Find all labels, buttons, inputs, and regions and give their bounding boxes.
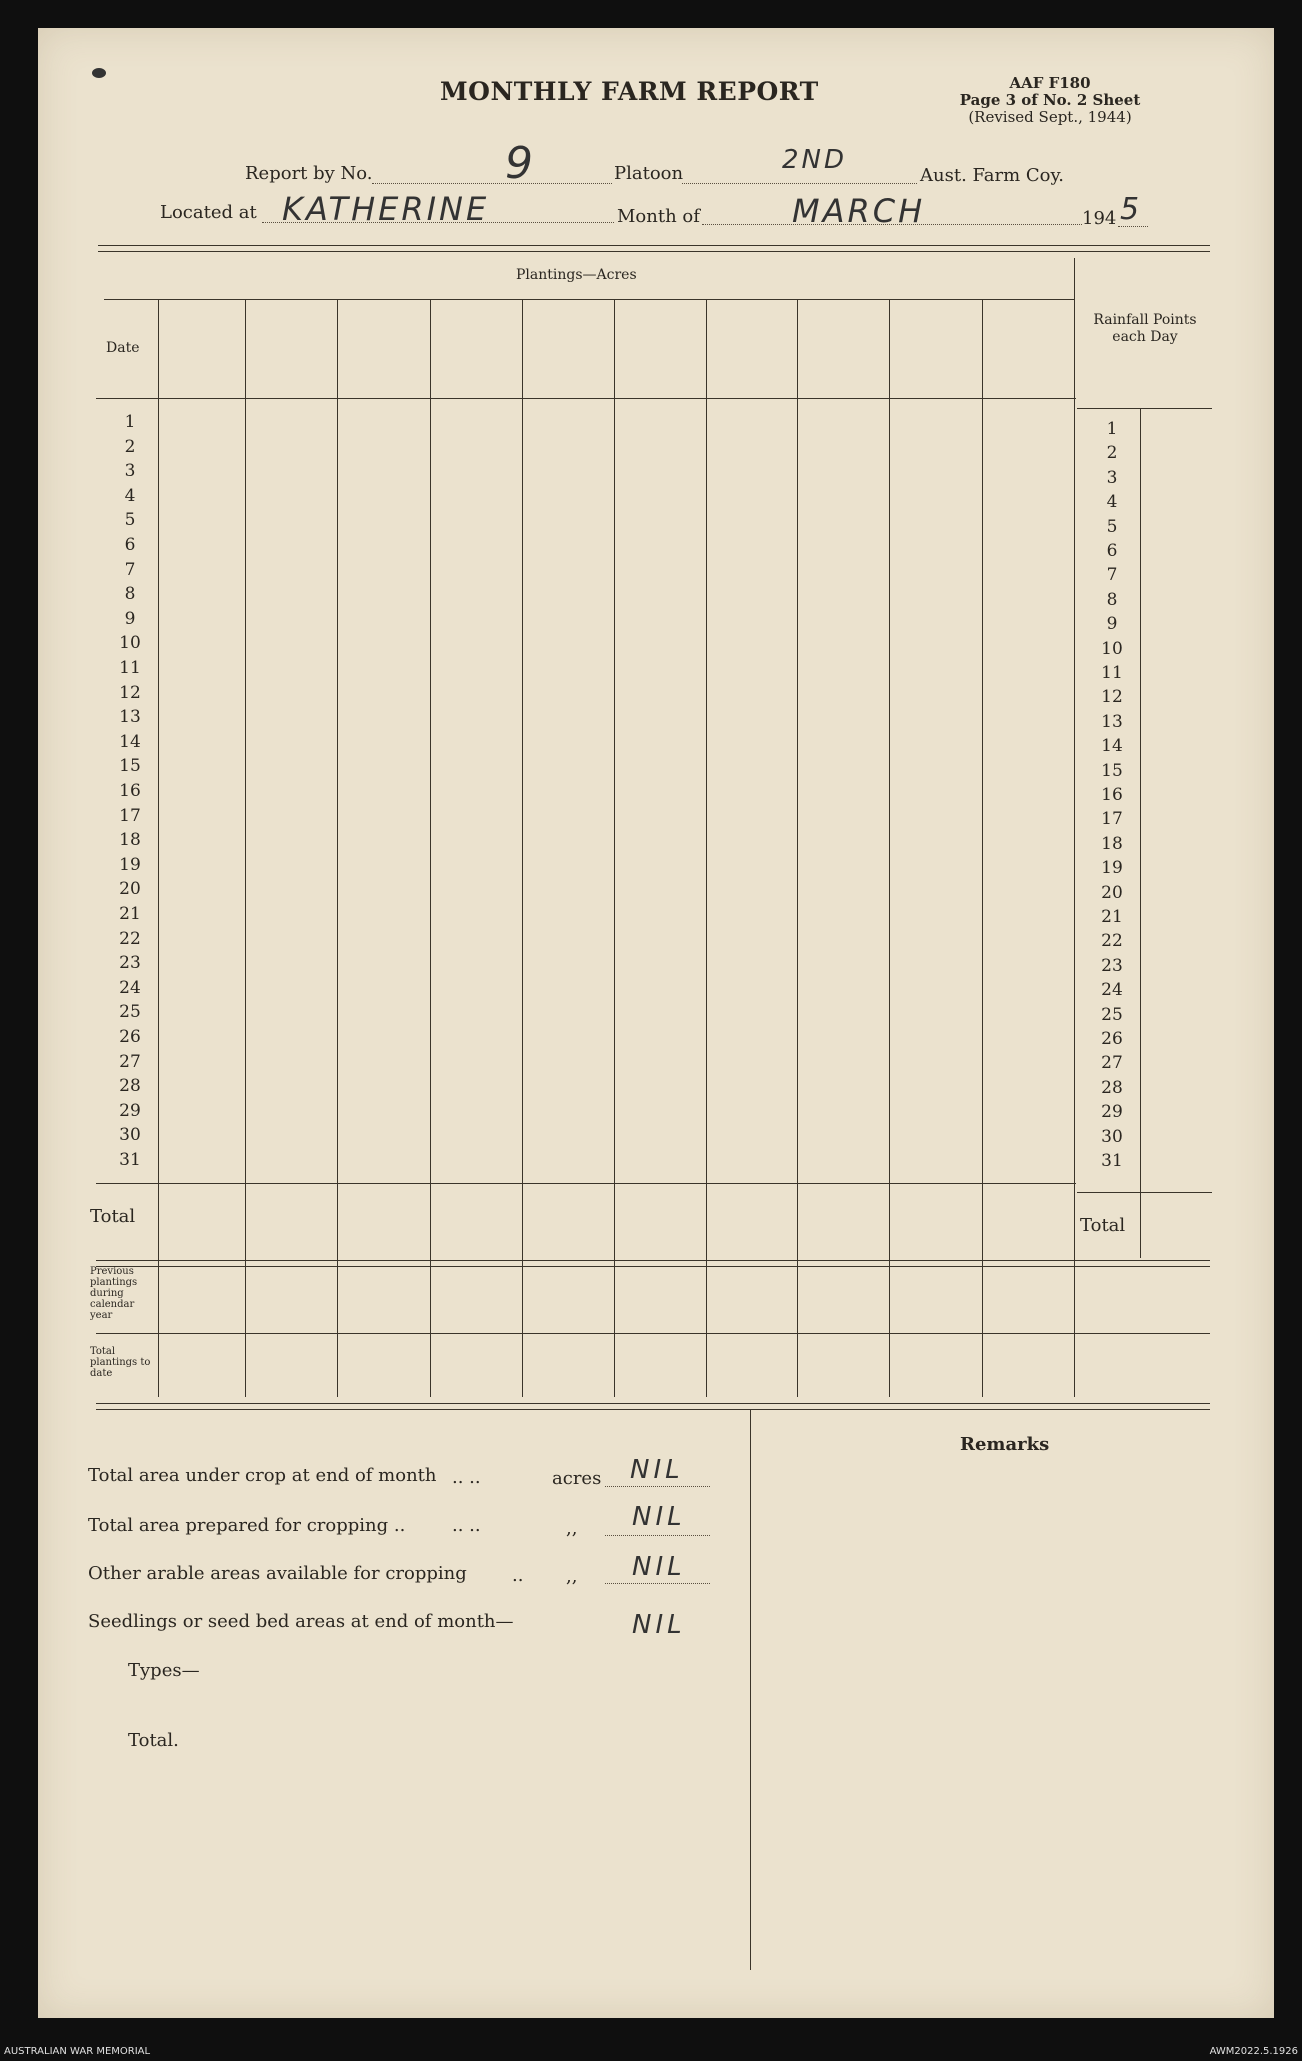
month-label: Month of bbox=[617, 206, 700, 227]
revised-date: (Revised Sept., 1944) bbox=[968, 108, 1132, 126]
punch-hole bbox=[92, 68, 106, 78]
footer-right: AWM2022.5.1926 bbox=[1209, 2046, 1298, 2057]
located-value[interactable]: KATHERINE bbox=[282, 190, 490, 228]
report-by-line bbox=[372, 183, 612, 184]
rain-total-label: Total bbox=[1080, 1215, 1126, 1236]
form-code-block bbox=[920, 75, 1180, 126]
rainfall-row-number: 2 bbox=[1106, 443, 1118, 464]
date-row-number: 30 bbox=[119, 1125, 141, 1146]
located-label: Located at bbox=[160, 202, 257, 223]
date-row-number: 21 bbox=[119, 904, 141, 924]
rainfall-row-number: 1 bbox=[1106, 419, 1118, 439]
date-row-number: 14 bbox=[119, 731, 141, 752]
date-row-number: 4 bbox=[124, 485, 136, 506]
rainfall-header: Rainfall Points each Day bbox=[1093, 312, 1197, 345]
rainfall-row-number: 28 bbox=[1101, 1077, 1123, 1098]
date-row-number: 22 bbox=[119, 928, 141, 949]
date-row-number: 13 bbox=[119, 707, 141, 728]
date-row-number: 18 bbox=[119, 830, 141, 851]
date-row-number: 15 bbox=[119, 756, 141, 777]
footer-bar bbox=[0, 2041, 1302, 2061]
rainfall-row-number: 8 bbox=[1106, 589, 1118, 610]
form-code: AAF F180 bbox=[1009, 74, 1091, 92]
rainfall-row-number: 24 bbox=[1101, 980, 1123, 1001]
arable-value[interactable]: NIL bbox=[632, 1552, 686, 1582]
form-title: MONTHLY FARM REPORT bbox=[440, 77, 819, 106]
plantings-header: Plantings—Acres bbox=[516, 267, 637, 283]
date-row-number: 10 bbox=[119, 633, 141, 654]
date-row-number: 26 bbox=[119, 1027, 141, 1047]
date-row-number: 1 bbox=[124, 412, 136, 432]
month-value[interactable]: MARCH bbox=[792, 192, 926, 230]
types-label: Types— bbox=[128, 1660, 200, 1681]
rainfall-row-number: 4 bbox=[1106, 492, 1118, 513]
date-row-number: 9 bbox=[124, 608, 136, 629]
rainfall-row-number: 18 bbox=[1101, 833, 1123, 854]
date-row-number: 23 bbox=[119, 953, 141, 974]
year-value[interactable]: 5 bbox=[1120, 192, 1143, 227]
prepared-ditto: ,, bbox=[566, 1518, 578, 1539]
rainfall-row-number: 11 bbox=[1101, 663, 1123, 683]
date-row-number: 20 bbox=[119, 879, 141, 900]
rainfall-row-number: 5 bbox=[1106, 516, 1118, 537]
page-info: Page 3 of No. 2 Sheet bbox=[959, 91, 1141, 109]
remarks-area[interactable] bbox=[752, 1452, 1192, 1972]
acres-label: acres bbox=[552, 1468, 602, 1489]
rainfall-row-number: 23 bbox=[1101, 955, 1123, 976]
date-row-number: 5 bbox=[124, 510, 136, 531]
rainfall-row-number: 26 bbox=[1101, 1029, 1123, 1049]
date-row-number: 3 bbox=[124, 461, 136, 482]
date-row-number: 19 bbox=[119, 854, 141, 875]
prepared-value[interactable]: NIL bbox=[632, 1502, 686, 1532]
date-row-number: 28 bbox=[119, 1076, 141, 1097]
rainfall-row-number: 10 bbox=[1101, 638, 1123, 659]
arable-ditto: ,, bbox=[566, 1566, 578, 1587]
rainfall-row-number: 22 bbox=[1101, 931, 1123, 952]
date-header: Date bbox=[106, 340, 140, 356]
rainfall-row-number: 14 bbox=[1101, 736, 1123, 757]
previous-plantings-label: Previous plantings during calendar year bbox=[90, 1266, 138, 1321]
crop-value[interactable]: NIL bbox=[630, 1455, 684, 1485]
rainfall-row-number: 31 bbox=[1101, 1151, 1123, 1171]
date-row-number: 16 bbox=[119, 781, 141, 801]
rainfall-row-number: 17 bbox=[1101, 809, 1123, 830]
date-row-number: 6 bbox=[124, 535, 136, 555]
rainfall-row-number: 6 bbox=[1106, 541, 1118, 561]
date-row-number: 17 bbox=[119, 805, 141, 826]
rainfall-row-number: 13 bbox=[1101, 711, 1123, 732]
seedlings-label: Seedlings or seed bed areas at end of month— bbox=[88, 1611, 514, 1632]
date-row-number: 25 bbox=[119, 1002, 141, 1023]
seedlings-value[interactable]: NIL bbox=[632, 1610, 686, 1640]
date-row-number: 24 bbox=[119, 977, 141, 998]
rainfall-row-number: 20 bbox=[1101, 882, 1123, 903]
remarks-divider bbox=[750, 1410, 751, 1970]
rainfall-row-number: 27 bbox=[1101, 1053, 1123, 1074]
rainfall-row-number: 7 bbox=[1106, 565, 1118, 586]
remarks-label: Remarks bbox=[960, 1434, 1050, 1455]
rainfall-row-number: 9 bbox=[1106, 614, 1118, 635]
footer-left: AUSTRALIAN WAR MEMORIAL bbox=[4, 2046, 151, 2057]
platoon-value[interactable]: 2ND bbox=[782, 145, 848, 175]
report-by-label: Report by No. bbox=[245, 163, 373, 184]
arable-label: Other arable areas available for cropping bbox=[88, 1563, 467, 1584]
rainfall-row-number: 3 bbox=[1106, 467, 1118, 488]
rainfall-row-number: 25 bbox=[1101, 1004, 1123, 1025]
total-label: Total bbox=[90, 1206, 136, 1227]
total-plantings-label: Total plantings to date bbox=[90, 1346, 151, 1379]
rainfall-row-number: 16 bbox=[1101, 785, 1123, 805]
rainfall-row-number: 21 bbox=[1101, 907, 1123, 927]
crop-label: Total area under crop at end of month bbox=[88, 1465, 437, 1486]
crop-dots: .. .. bbox=[452, 1467, 481, 1488]
rainfall-row-number: 30 bbox=[1101, 1126, 1123, 1147]
prepared-dots: .. .. bbox=[452, 1515, 481, 1536]
rainfall-row-number: 29 bbox=[1101, 1102, 1123, 1123]
platoon-label: Platoon bbox=[614, 163, 684, 184]
date-row-number: 2 bbox=[124, 436, 136, 457]
date-row-number: 29 bbox=[119, 1100, 141, 1121]
date-row-number: 8 bbox=[124, 584, 136, 605]
summary-total-label: Total. bbox=[128, 1730, 179, 1751]
platoon-line bbox=[682, 183, 917, 184]
unit-label: Aust. Farm Coy. bbox=[920, 165, 1065, 186]
year-prefix: 194 bbox=[1082, 208, 1117, 229]
date-row-number: 27 bbox=[119, 1051, 141, 1072]
prepared-label: Total area prepared for cropping .. bbox=[88, 1515, 406, 1536]
rainfall-row-number: 12 bbox=[1101, 687, 1123, 708]
rainfall-row-number: 19 bbox=[1101, 858, 1123, 879]
arable-dots: .. bbox=[512, 1565, 524, 1586]
date-row-number: 12 bbox=[119, 682, 141, 703]
date-row-number: 31 bbox=[119, 1150, 141, 1170]
date-row-number: 11 bbox=[119, 658, 141, 678]
report-by-value[interactable]: 9 bbox=[505, 138, 536, 189]
date-row-number: 7 bbox=[124, 559, 136, 580]
rainfall-row-number: 15 bbox=[1101, 760, 1123, 781]
